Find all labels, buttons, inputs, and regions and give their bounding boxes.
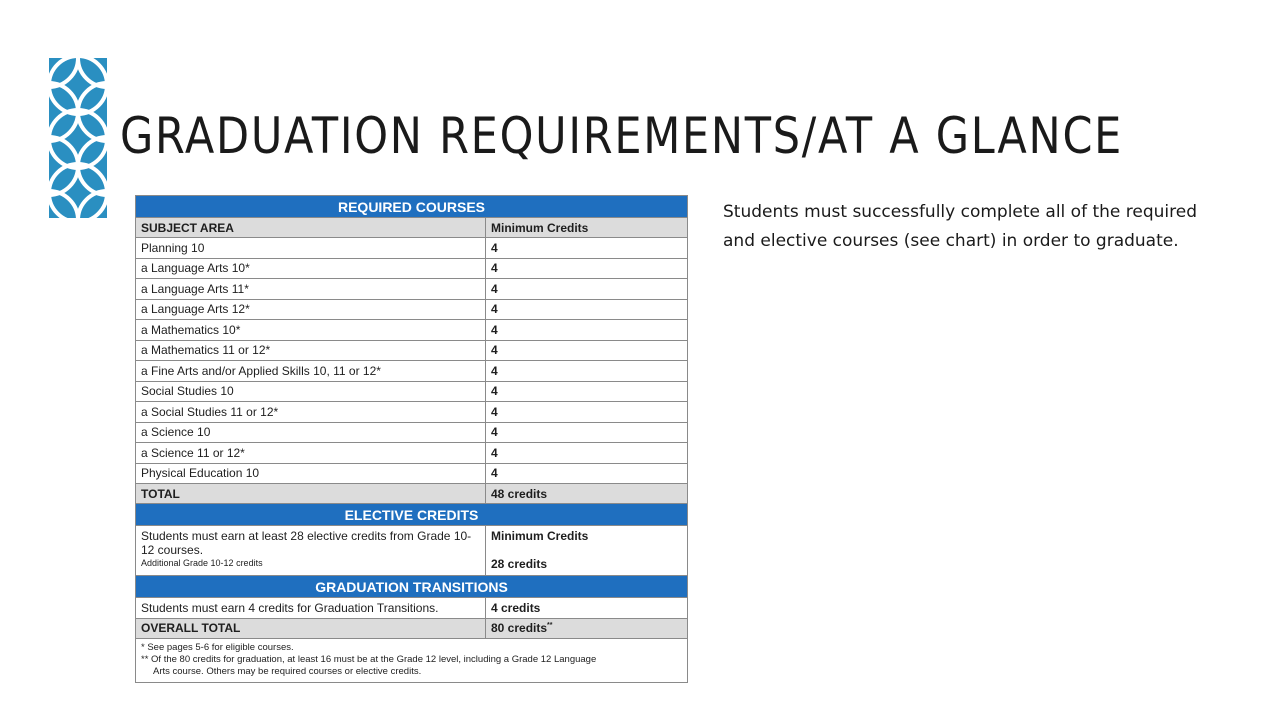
footnote-1: * See pages 5-6 for eligible courses.	[141, 641, 294, 653]
credits-cell: 4	[486, 258, 688, 279]
table-row	[136, 299, 688, 320]
credits-cell: 4	[486, 340, 688, 361]
transitions-row	[136, 598, 688, 619]
subject-cell: a Fine Arts and/or Applied Skills 10, 11 or 12*	[136, 361, 486, 382]
credits-cell: 4	[486, 463, 688, 484]
elective-note: Additional Grade 10-12 credits	[141, 558, 263, 568]
lattice-pattern-icon	[49, 58, 107, 218]
credits-cell: 4	[486, 238, 688, 259]
subject-cell: a Mathematics 10*	[136, 320, 486, 341]
subject-area-header: SUBJECT AREA	[136, 218, 486, 238]
table-row	[136, 238, 688, 259]
table-row	[136, 381, 688, 402]
subject-cell: Social Studies 10	[136, 381, 486, 402]
credits-cell: 4	[486, 402, 688, 423]
footnote-cell	[136, 638, 688, 682]
overall-total-row	[136, 618, 688, 638]
table-row	[136, 340, 688, 361]
transitions-credits: 4 credits	[486, 598, 688, 619]
table-row	[136, 443, 688, 464]
elective-min-label: Minimum Credits	[491, 529, 589, 543]
table-row	[136, 361, 688, 382]
credits-cell: 4	[486, 381, 688, 402]
elective-credits-heading: ELECTIVE CREDITS	[136, 504, 688, 526]
page-title: GRADUATION REQUIREMENTS/AT A GLANCE	[120, 107, 1124, 165]
credits-cell: 4	[486, 443, 688, 464]
subject-cell: Physical Education 10	[136, 463, 486, 484]
table-row	[136, 402, 688, 423]
total-label: TOTAL	[136, 484, 486, 504]
table-row	[136, 258, 688, 279]
table-row	[136, 320, 688, 341]
transitions-description: Students must earn 4 credits for Graduation Transitions.	[136, 598, 486, 619]
total-row	[136, 484, 688, 504]
elective-credits-cell	[486, 526, 688, 576]
subject-cell: a Science 11 or 12*	[136, 443, 486, 464]
credits-cell: 4	[486, 320, 688, 341]
subject-cell: Planning 10	[136, 238, 486, 259]
elective-description-cell	[136, 526, 486, 576]
elective-credits-banner	[136, 504, 688, 526]
credits-cell: 4	[486, 279, 688, 300]
subject-cell: a Language Arts 11*	[136, 279, 486, 300]
description-text: Students must successfully complete all of the required and elective courses (see chart) in order to graduate.	[723, 202, 1198, 251]
required-courses-heading: REQUIRED COURSES	[136, 196, 688, 218]
credits-cell: 4	[486, 422, 688, 443]
credits-cell: 4	[486, 361, 688, 382]
subject-cell: a Science 10	[136, 422, 486, 443]
footnote-3: Arts course. Others may be required courses or elective credits.	[153, 665, 422, 677]
table-row	[136, 463, 688, 484]
graduation-transitions-heading: GRADUATION TRANSITIONS	[136, 576, 688, 598]
overall-total-mark: **	[547, 622, 553, 629]
footnote-row	[136, 638, 688, 682]
elective-description: Students must earn at least 28 elective credits from Grade 10-12 courses.	[141, 529, 472, 557]
minimum-credits-header: Minimum Credits	[486, 218, 688, 238]
decorative-pattern-bar	[49, 58, 107, 218]
column-header-row	[136, 218, 688, 238]
table-row	[136, 279, 688, 300]
overall-total-cell	[486, 618, 688, 638]
subject-cell: a Mathematics 11 or 12*	[136, 340, 486, 361]
required-courses-banner	[136, 196, 688, 218]
table-row	[136, 422, 688, 443]
subject-cell: a Language Arts 12*	[136, 299, 486, 320]
requirements-table	[135, 195, 688, 683]
subject-cell: a Language Arts 10*	[136, 258, 486, 279]
total-value: 48 credits	[486, 484, 688, 504]
subject-cell: a Social Studies 11 or 12*	[136, 402, 486, 423]
credits-cell: 4	[486, 299, 688, 320]
elective-row	[136, 526, 688, 576]
elective-credits-value: 28 credits	[491, 557, 548, 571]
footnote-2: ** Of the 80 credits for graduation, at least 16 must be at the Grade 12 level, including a Grade 12 Language	[141, 653, 597, 665]
overall-total-value: 80 credits	[491, 621, 548, 635]
overall-total-label: OVERALL TOTAL	[136, 618, 486, 638]
graduation-transitions-banner	[136, 576, 688, 598]
